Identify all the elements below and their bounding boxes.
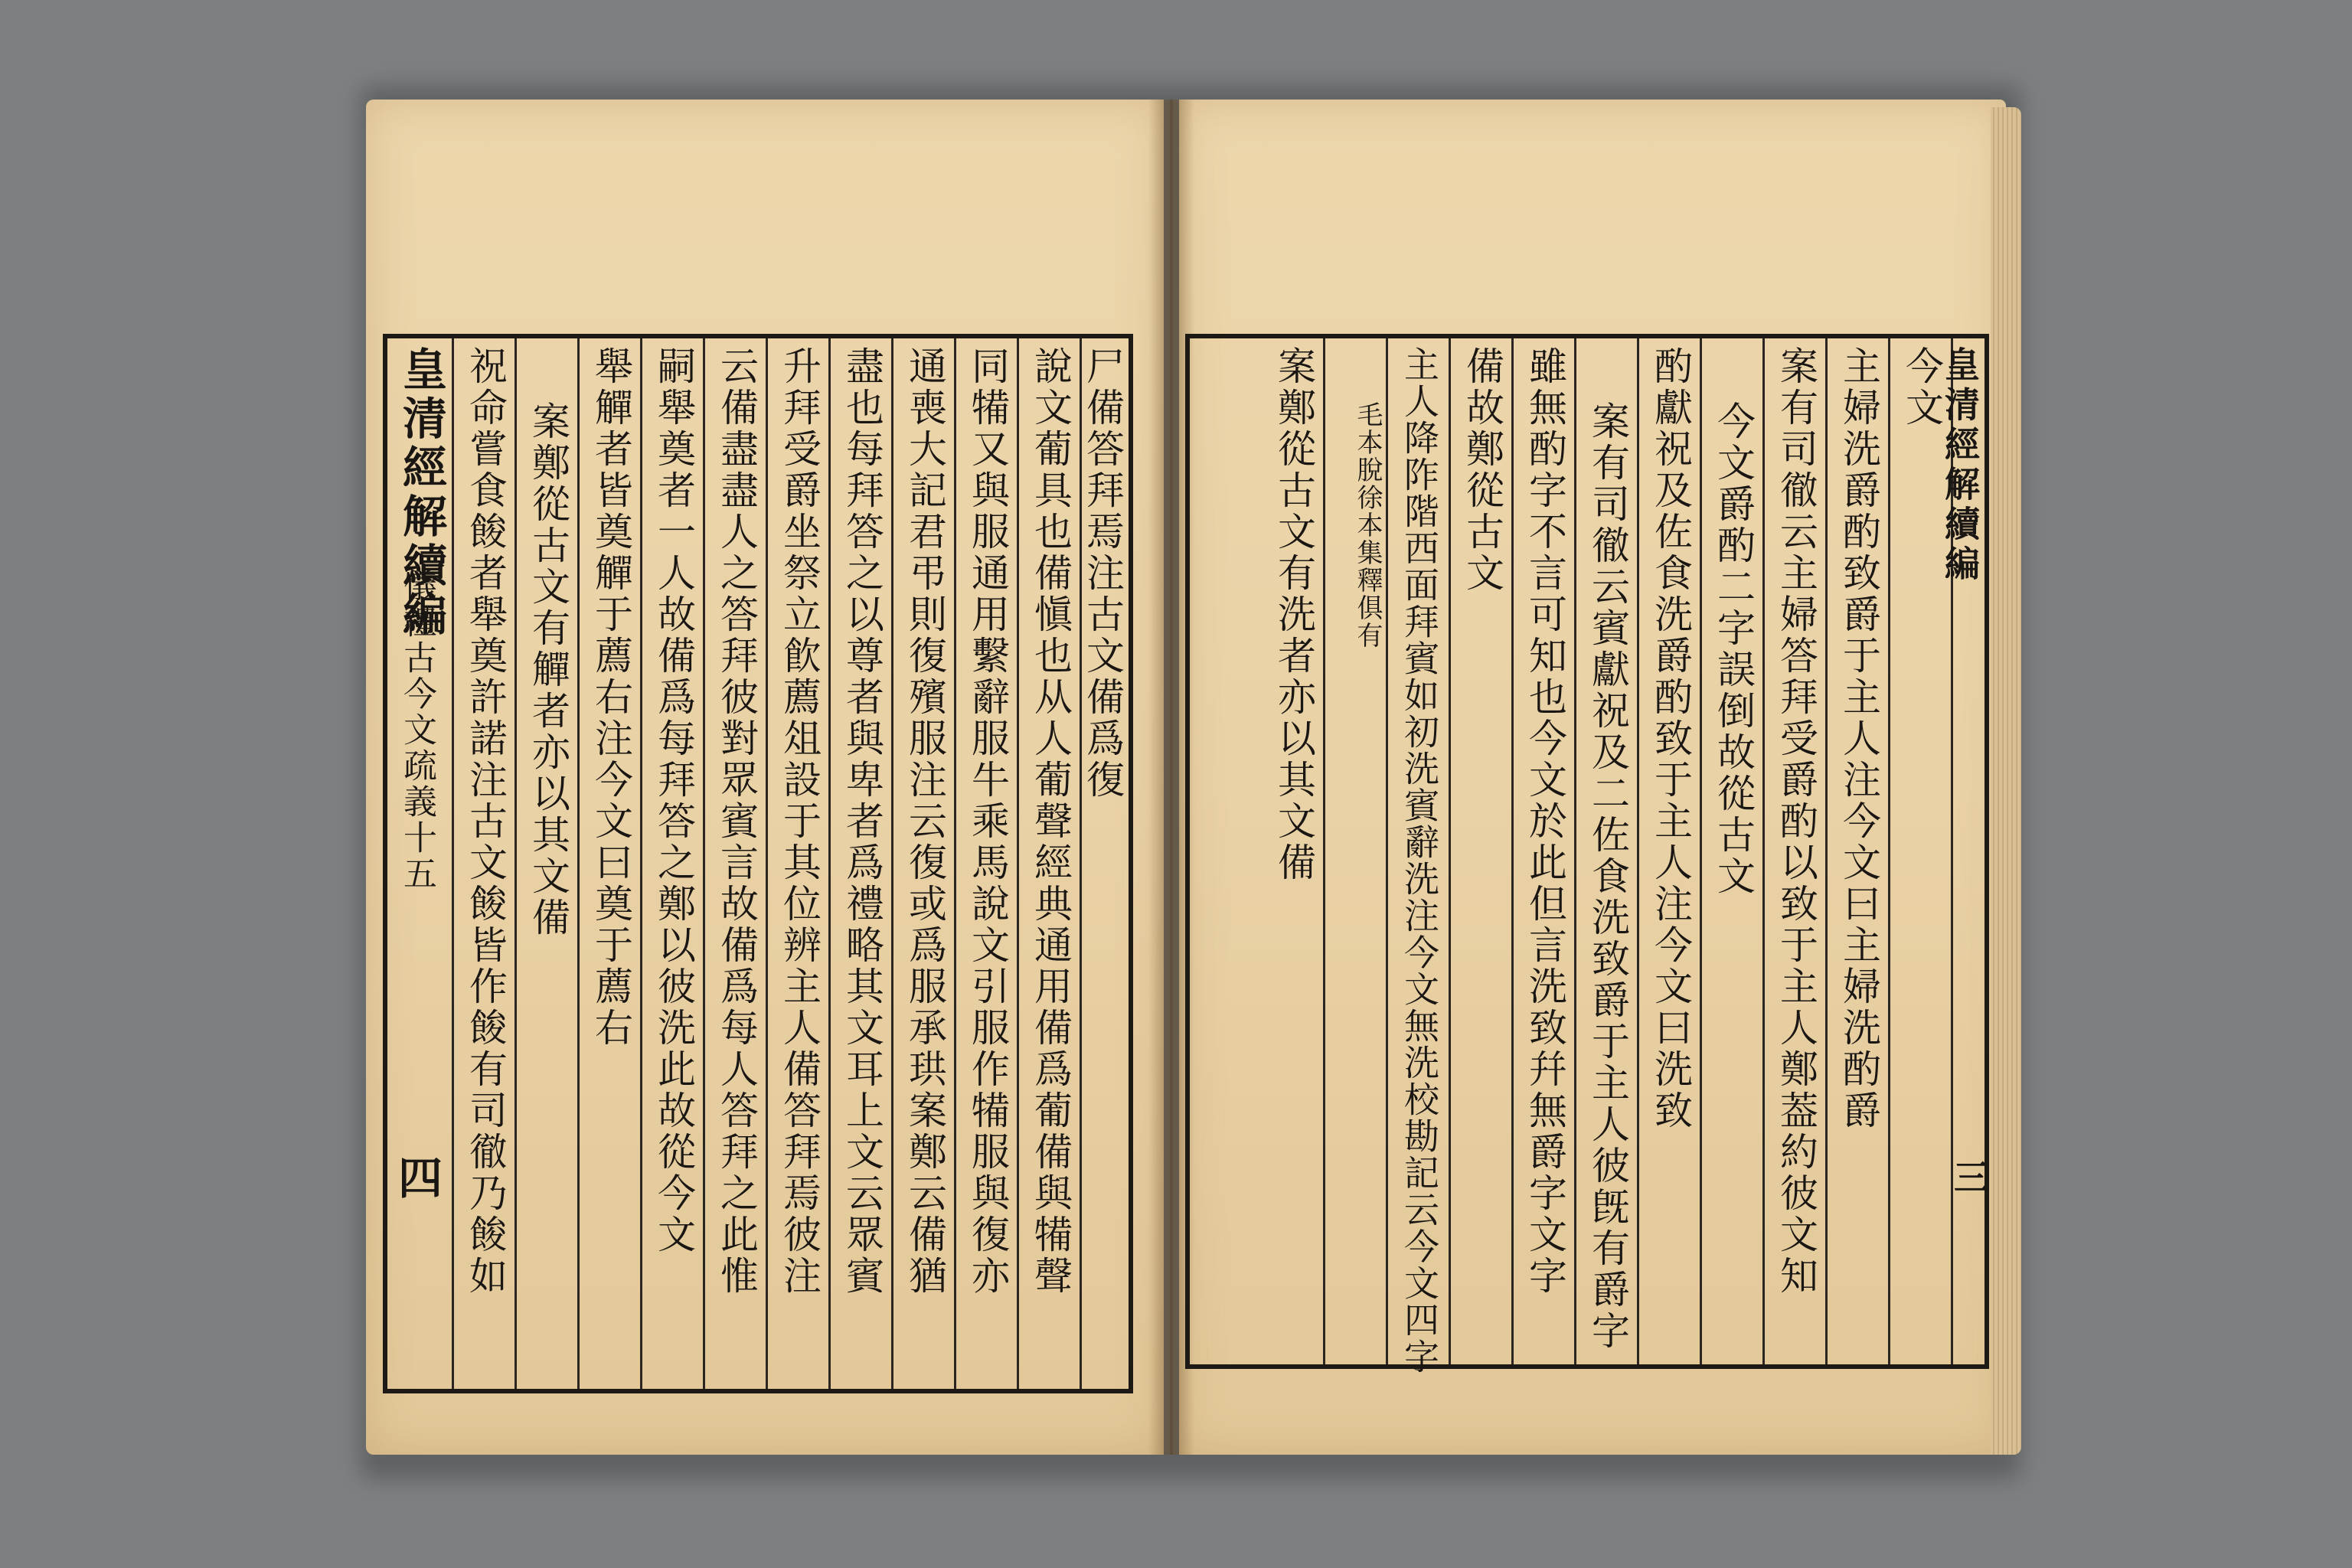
text-column: 今文 <box>1900 346 1944 429</box>
text-column: 案有司徹云賓獻祝及二佐食洗致爵于主人彼旣有爵字 <box>1586 401 1630 1352</box>
column-rule <box>828 338 831 1389</box>
text-column: 云備盡盡人之答拜彼對眾賓言故備爲每人答拜之此惟 <box>714 346 759 1297</box>
text-column: 酌獻祝及佐食洗爵酌致于主人注今文曰洗致 <box>1648 346 1693 1132</box>
text-column: 備故鄭從古文 <box>1460 346 1504 594</box>
text-column: 尸備答拜焉注古文備爲復 <box>1080 346 1125 801</box>
column-rule <box>452 338 454 1389</box>
text-column: 通喪大記君弔則復殯服注云復或爲服承珙案鄭云備猶 <box>903 346 947 1297</box>
column-rule <box>1825 338 1828 1364</box>
column-rule <box>1017 338 1019 1389</box>
column-rule <box>1888 338 1890 1364</box>
text-column: 雖無酌字不言可知也今文於此但言洗致幷無爵字文字 <box>1523 346 1567 1297</box>
column-rule <box>1511 338 1514 1364</box>
column-rule <box>577 338 580 1389</box>
column-rule <box>1449 338 1451 1364</box>
text-column: 升拜受爵坐祭立飮薦俎設于其位辨主人備答拜焉彼注 <box>777 346 822 1297</box>
column-rule <box>1700 338 1702 1364</box>
text-column: 舉觶者皆奠觶于薦右注今文曰奠于薦右 <box>589 346 633 1049</box>
column-rule <box>766 338 768 1389</box>
text-column: 同犕又與服通用繫辭服牛乘馬說文引服作犕服與復亦 <box>965 346 1010 1297</box>
column-rule <box>954 338 956 1389</box>
margin-subtitle: 儀禮古今文疏義十五 <box>397 568 436 892</box>
text-column-annotation: 毛本脫徐本集釋俱有 <box>1352 401 1383 649</box>
column-rule <box>1762 338 1765 1364</box>
right-text-frame <box>1185 334 1989 1375</box>
text-column: 祝命嘗食餕者舉奠許諾注古文餕皆作餕有司徹乃餕如 <box>463 346 508 1297</box>
left-text-frame <box>383 334 1133 1393</box>
text-column: 嗣舉奠者一人故備爲每拜答之鄭以彼洗此故從今文 <box>652 346 696 1256</box>
text-column: 案鄭從古文有洗者亦以其文備 <box>1272 346 1316 884</box>
column-rule <box>514 338 517 1389</box>
column-rule <box>703 338 705 1389</box>
column-rule <box>1323 338 1325 1364</box>
text-column: 今文爵酌二字誤倒故從古文 <box>1711 401 1756 897</box>
column-rule <box>1386 338 1388 1364</box>
column-rule <box>640 338 642 1389</box>
column-rule <box>1637 338 1639 1364</box>
text-column: 主人降阼階西面拜賓如初洗賓辭洗注今文無洗校勘記云今文四字 <box>1399 346 1440 1375</box>
column-rule <box>1574 338 1576 1364</box>
page-number: 四 <box>398 1152 443 1204</box>
text-column: 盡也每拜答之以尊者與卑者爲禮略其文耳上文云眾賓 <box>840 346 884 1297</box>
page-number: 三 <box>1954 1157 1989 1198</box>
text-column: 說文葡具也備愼也从人葡聲經典通用備爲葡備與犕聲 <box>1028 346 1073 1297</box>
text-column: 主婦洗爵酌致爵于主人注今文曰主婦洗酌爵 <box>1837 346 1881 1132</box>
page-edges <box>1991 107 2021 1455</box>
column-rule <box>891 338 893 1389</box>
margin-title: 皇清經解續編 <box>1939 346 1981 585</box>
text-column: 案鄭從古文有觶者亦以其文備 <box>526 401 570 939</box>
text-column: 案有司徹云主婦答拜受爵酌以致于主人鄭葢約彼文知 <box>1774 346 1818 1297</box>
margin-title: 皇清經解續編 <box>395 346 447 640</box>
